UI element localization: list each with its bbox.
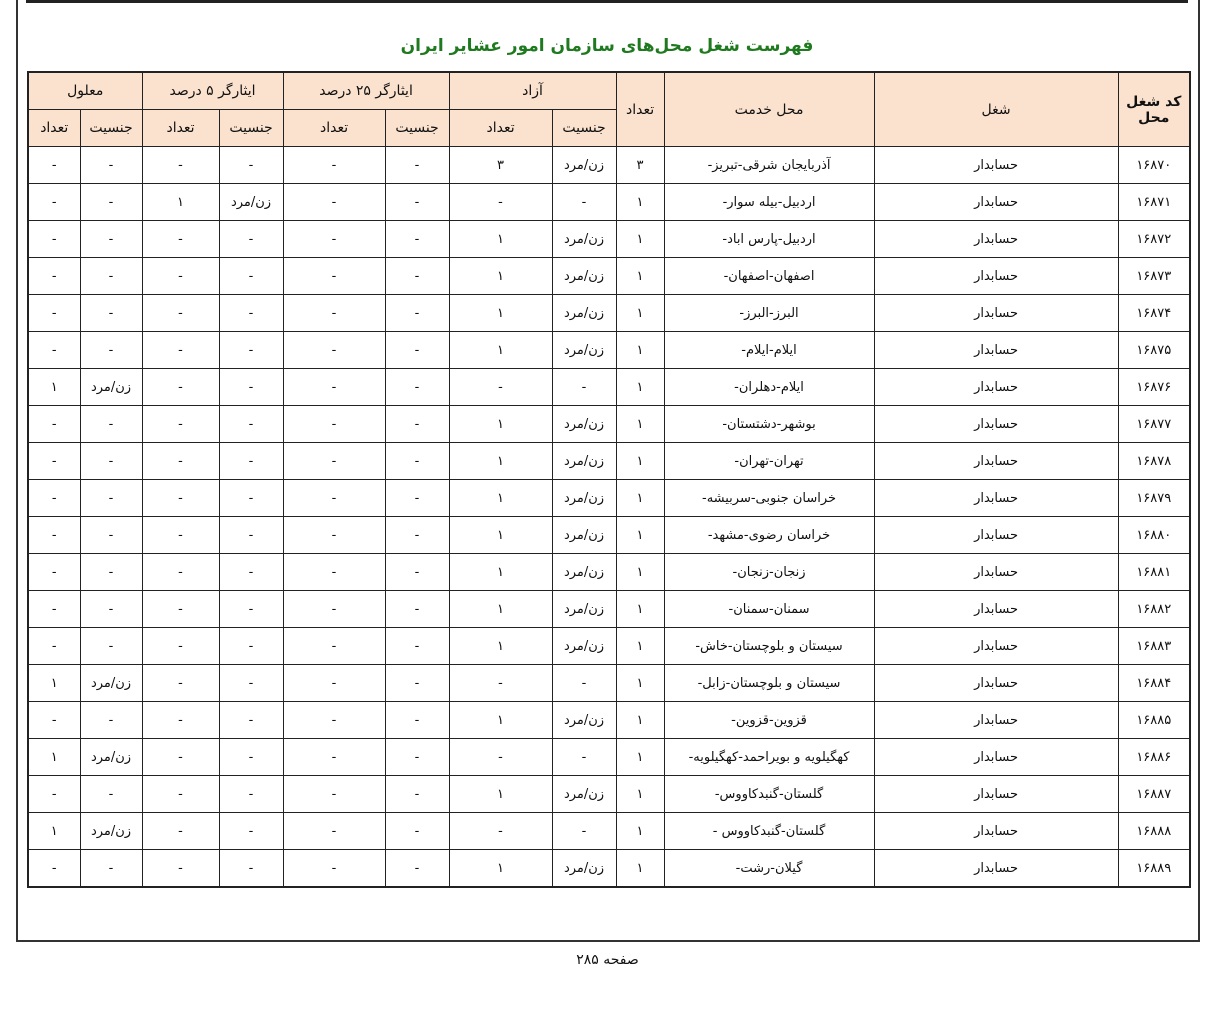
cell-isargar5-num: - xyxy=(142,665,219,702)
cell-job: حسابدار xyxy=(874,850,1118,888)
cell-maloul-gender: زن/مرد xyxy=(80,665,142,702)
cell-isargar25-num: - xyxy=(283,628,385,665)
cell-isargar5-gender: - xyxy=(219,702,283,739)
cell-isargar5-gender: - xyxy=(219,665,283,702)
cell-isargar25-num: - xyxy=(283,813,385,850)
cell-isargar5-num: - xyxy=(142,813,219,850)
cell-job: حسابدار xyxy=(874,591,1118,628)
cell-maloul-gender: - xyxy=(80,184,142,221)
cell-isargar5-gender: - xyxy=(219,739,283,776)
cell-count: ۱ xyxy=(616,184,664,221)
cell-isargar5-num: - xyxy=(142,295,219,332)
cell-place: کهگیلویه و بویراحمد-کهگیلویه- xyxy=(664,739,874,776)
cell-isargar5-gender: - xyxy=(219,406,283,443)
cell-code: ۱۶۸۸۴ xyxy=(1118,665,1190,702)
cell-isargar25-num: - xyxy=(283,369,385,406)
cell-job: حسابدار xyxy=(874,332,1118,369)
cell-isargar25-gender: - xyxy=(385,628,449,665)
cell-maloul-gender: - xyxy=(80,258,142,295)
cell-maloul-gender: - xyxy=(80,480,142,517)
cell-count: ۱ xyxy=(616,813,664,850)
cell-isargar5-gender: - xyxy=(219,147,283,184)
cell-maloul-num: - xyxy=(28,147,80,184)
cell-azad-gender: زن/مرد xyxy=(552,702,616,739)
cell-azad-gender: زن/مرد xyxy=(552,258,616,295)
cell-place: سیستان و بلوچستان-زابل- xyxy=(664,665,874,702)
cell-azad-gender: زن/مرد xyxy=(552,554,616,591)
cell-isargar25-gender: - xyxy=(385,443,449,480)
cell-azad-num: ۱ xyxy=(449,554,552,591)
cell-maloul-num: ۱ xyxy=(28,665,80,702)
cell-isargar25-num: - xyxy=(283,443,385,480)
cell-azad-num: ۱ xyxy=(449,480,552,517)
cell-maloul-gender: - xyxy=(80,850,142,888)
cell-isargar5-num: - xyxy=(142,554,219,591)
cell-isargar25-gender: - xyxy=(385,665,449,702)
table-row xyxy=(28,739,1190,776)
cell-place: سیستان و بلوچستان-خاش- xyxy=(664,628,874,665)
table-row xyxy=(28,480,1190,517)
cell-count: ۱ xyxy=(616,702,664,739)
cell-code: ۱۶۸۷۱ xyxy=(1118,184,1190,221)
cell-maloul-num: ۱ xyxy=(28,813,80,850)
cell-place: ایلام-ایلام- xyxy=(664,332,874,369)
cell-code: ۱۶۸۸۱ xyxy=(1118,554,1190,591)
cell-isargar25-gender: - xyxy=(385,850,449,888)
cell-azad-gender: زن/مرد xyxy=(552,480,616,517)
cell-azad-num: - xyxy=(449,665,552,702)
cell-place: ایلام-دهلران- xyxy=(664,369,874,406)
table-body xyxy=(28,147,1190,888)
cell-job: حسابدار xyxy=(874,517,1118,554)
jobs-table xyxy=(27,71,1191,888)
table-row xyxy=(28,147,1190,184)
cell-azad-gender: - xyxy=(552,813,616,850)
cell-maloul-gender: - xyxy=(80,332,142,369)
cell-maloul-num: - xyxy=(28,332,80,369)
cell-maloul-gender: زن/مرد xyxy=(80,813,142,850)
cell-job: حسابدار xyxy=(874,776,1118,813)
cell-maloul-num: - xyxy=(28,776,80,813)
cell-isargar5-gender: - xyxy=(219,591,283,628)
cell-isargar5-gender: - xyxy=(219,369,283,406)
cell-isargar5-gender: - xyxy=(219,258,283,295)
cell-isargar25-gender: - xyxy=(385,480,449,517)
cell-isargar5-num: - xyxy=(142,443,219,480)
cell-count: ۱ xyxy=(616,332,664,369)
cell-isargar5-num: - xyxy=(142,480,219,517)
cell-isargar25-num: - xyxy=(283,406,385,443)
cell-place: البرز-البرز- xyxy=(664,295,874,332)
cell-count: ۱ xyxy=(616,406,664,443)
cell-code: ۱۶۸۸۵ xyxy=(1118,702,1190,739)
cell-count: ۳ xyxy=(616,147,664,184)
subheader-num: تعداد xyxy=(142,110,219,147)
cell-count: ۱ xyxy=(616,258,664,295)
cell-isargar25-gender: - xyxy=(385,776,449,813)
cell-maloul-gender: - xyxy=(80,406,142,443)
cell-azad-num: ۱ xyxy=(449,406,552,443)
subheader-gender: جنسیت xyxy=(219,110,283,147)
cell-code: ۱۶۸۸۰ xyxy=(1118,517,1190,554)
cell-azad-gender: زن/مرد xyxy=(552,406,616,443)
page-title: فهرست شغل محل‌های سازمان امور عشایر ایران xyxy=(400,36,814,56)
cell-azad-gender: زن/مرد xyxy=(552,850,616,888)
table-row xyxy=(28,332,1190,369)
table-row xyxy=(28,665,1190,702)
header-maloul: معلول xyxy=(28,72,142,110)
cell-maloul-num: - xyxy=(28,702,80,739)
cell-code: ۱۶۸۸۳ xyxy=(1118,628,1190,665)
cell-azad-num: ۱ xyxy=(449,702,552,739)
cell-azad-num: ۱ xyxy=(449,776,552,813)
cell-azad-gender: زن/مرد xyxy=(552,517,616,554)
cell-place: اردبیل-پارس اباد- xyxy=(664,221,874,258)
cell-maloul-gender: - xyxy=(80,221,142,258)
cell-code: ۱۶۸۸۲ xyxy=(1118,591,1190,628)
cell-code: ۱۶۸۷۸ xyxy=(1118,443,1190,480)
cell-isargar25-num: - xyxy=(283,776,385,813)
cell-maloul-num: - xyxy=(28,628,80,665)
table-row xyxy=(28,295,1190,332)
header-isargar25: ایثارگر ۲۵ درصد xyxy=(283,72,449,110)
cell-azad-num: ۳ xyxy=(449,147,552,184)
header-count: تعداد xyxy=(616,72,664,147)
cell-isargar25-gender: - xyxy=(385,739,449,776)
cell-place: گلستان-گنبدکاووس - xyxy=(664,813,874,850)
cell-count: ۱ xyxy=(616,776,664,813)
cell-place: بوشهر-دشتستان- xyxy=(664,406,874,443)
cell-count: ۱ xyxy=(616,850,664,888)
cell-job: حسابدار xyxy=(874,739,1118,776)
cell-maloul-gender: - xyxy=(80,147,142,184)
table-row xyxy=(28,369,1190,406)
cell-code: ۱۶۸۸۸ xyxy=(1118,813,1190,850)
cell-isargar25-gender: - xyxy=(385,406,449,443)
cell-code: ۱۶۸۷۴ xyxy=(1118,295,1190,332)
cell-isargar5-gender: - xyxy=(219,776,283,813)
cell-maloul-num: - xyxy=(28,517,80,554)
cell-azad-gender: زن/مرد xyxy=(552,591,616,628)
subheader-num: تعداد xyxy=(28,110,80,147)
cell-isargar5-num: - xyxy=(142,739,219,776)
cell-isargar5-num: - xyxy=(142,221,219,258)
cell-count: ۱ xyxy=(616,443,664,480)
cell-isargar25-gender: - xyxy=(385,258,449,295)
cell-maloul-gender: زن/مرد xyxy=(80,369,142,406)
cell-azad-gender: زن/مرد xyxy=(552,443,616,480)
cell-isargar5-num: - xyxy=(142,628,219,665)
cell-isargar25-gender: - xyxy=(385,591,449,628)
cell-code: ۱۶۸۸۷ xyxy=(1118,776,1190,813)
cell-isargar5-gender: - xyxy=(219,554,283,591)
cell-maloul-num: - xyxy=(28,184,80,221)
cell-isargar25-gender: - xyxy=(385,295,449,332)
table-row xyxy=(28,702,1190,739)
cell-maloul-num: ۱ xyxy=(28,739,80,776)
cell-isargar5-gender: - xyxy=(219,332,283,369)
cell-count: ۱ xyxy=(616,665,664,702)
cell-isargar25-num: - xyxy=(283,591,385,628)
cell-job: حسابدار xyxy=(874,406,1118,443)
header-azad: آزاد xyxy=(449,72,616,110)
cell-count: ۱ xyxy=(616,517,664,554)
cell-isargar5-gender: - xyxy=(219,813,283,850)
cell-isargar25-gender: - xyxy=(385,813,449,850)
cell-isargar25-num: - xyxy=(283,480,385,517)
table-row xyxy=(28,517,1190,554)
cell-job: حسابدار xyxy=(874,480,1118,517)
cell-azad-gender: - xyxy=(552,665,616,702)
table-row xyxy=(28,776,1190,813)
cell-isargar5-num: - xyxy=(142,591,219,628)
cell-isargar25-num: - xyxy=(283,850,385,888)
subheader-gender: جنسیت xyxy=(552,110,616,147)
cell-isargar5-gender: - xyxy=(219,221,283,258)
cell-maloul-gender: - xyxy=(80,517,142,554)
cell-code: ۱۶۸۷۰ xyxy=(1118,147,1190,184)
cell-count: ۱ xyxy=(616,221,664,258)
cell-isargar5-num: - xyxy=(142,406,219,443)
cell-isargar25-num: - xyxy=(283,739,385,776)
cell-place: اردبیل-بیله سوار- xyxy=(664,184,874,221)
cell-job: حسابدار xyxy=(874,258,1118,295)
cell-code: ۱۶۸۷۶ xyxy=(1118,369,1190,406)
table-row xyxy=(28,813,1190,850)
cell-isargar25-num: - xyxy=(283,702,385,739)
cell-isargar25-num: - xyxy=(283,184,385,221)
cell-code: ۱۶۸۸۹ xyxy=(1118,850,1190,888)
header-code: کد شغل محل xyxy=(1118,72,1190,147)
cell-azad-gender: - xyxy=(552,184,616,221)
cell-count: ۱ xyxy=(616,591,664,628)
cell-azad-gender: زن/مرد xyxy=(552,628,616,665)
cell-azad-num: - xyxy=(449,184,552,221)
cell-job: حسابدار xyxy=(874,813,1118,850)
cell-isargar5-gender: زن/مرد xyxy=(219,184,283,221)
top-rule xyxy=(26,0,1188,3)
cell-azad-num: - xyxy=(449,739,552,776)
cell-code: ۱۶۸۷۹ xyxy=(1118,480,1190,517)
cell-isargar25-num: - xyxy=(283,147,385,184)
cell-isargar5-gender: - xyxy=(219,443,283,480)
cell-maloul-num: - xyxy=(28,258,80,295)
cell-place: قزوین-قزوین- xyxy=(664,702,874,739)
cell-maloul-num: - xyxy=(28,591,80,628)
cell-place: گیلان-رشت- xyxy=(664,850,874,888)
cell-count: ۱ xyxy=(616,480,664,517)
cell-place: آذربایجان شرقی-تبریز- xyxy=(664,147,874,184)
cell-job: حسابدار xyxy=(874,554,1118,591)
cell-isargar5-gender: - xyxy=(219,295,283,332)
cell-isargar5-num: - xyxy=(142,850,219,888)
cell-job: حسابدار xyxy=(874,369,1118,406)
cell-azad-num: ۱ xyxy=(449,295,552,332)
cell-place: زنجان-زنجان- xyxy=(664,554,874,591)
cell-maloul-gender: - xyxy=(80,554,142,591)
cell-azad-gender: زن/مرد xyxy=(552,221,616,258)
cell-maloul-num: - xyxy=(28,295,80,332)
cell-azad-num: ۱ xyxy=(449,258,552,295)
cell-isargar25-num: - xyxy=(283,258,385,295)
cell-maloul-gender: - xyxy=(80,702,142,739)
cell-count: ۱ xyxy=(616,739,664,776)
cell-isargar25-gender: - xyxy=(385,702,449,739)
subheader-num: تعداد xyxy=(283,110,385,147)
cell-isargar5-num: - xyxy=(142,702,219,739)
cell-code: ۱۶۸۸۶ xyxy=(1118,739,1190,776)
cell-isargar25-gender: - xyxy=(385,517,449,554)
cell-isargar5-gender: - xyxy=(219,628,283,665)
cell-maloul-gender: - xyxy=(80,776,142,813)
cell-maloul-num: - xyxy=(28,850,80,888)
cell-azad-gender: - xyxy=(552,369,616,406)
cell-maloul-gender: زن/مرد xyxy=(80,739,142,776)
cell-maloul-num: - xyxy=(28,480,80,517)
cell-azad-num: ۱ xyxy=(449,591,552,628)
cell-isargar5-num: ۱ xyxy=(142,184,219,221)
cell-azad-num: ۱ xyxy=(449,628,552,665)
cell-place: تهران-تهران- xyxy=(664,443,874,480)
cell-azad-num: ۱ xyxy=(449,517,552,554)
cell-maloul-num: ۱ xyxy=(28,369,80,406)
cell-place: اصفهان-اصفهان- xyxy=(664,258,874,295)
subheader-num: تعداد xyxy=(449,110,552,147)
header-place: محل خدمت xyxy=(664,72,874,147)
cell-isargar25-gender: - xyxy=(385,332,449,369)
cell-count: ۱ xyxy=(616,628,664,665)
cell-isargar25-gender: - xyxy=(385,147,449,184)
cell-azad-gender: زن/مرد xyxy=(552,295,616,332)
cell-maloul-gender: - xyxy=(80,443,142,480)
cell-isargar5-num: - xyxy=(142,332,219,369)
table-row xyxy=(28,850,1190,888)
cell-job: حسابدار xyxy=(874,184,1118,221)
cell-place: خراسان جنوبی-سربیشه- xyxy=(664,480,874,517)
cell-azad-num: - xyxy=(449,369,552,406)
cell-azad-gender: زن/مرد xyxy=(552,332,616,369)
cell-isargar25-num: - xyxy=(283,665,385,702)
subheader-gender: جنسیت xyxy=(80,110,142,147)
cell-azad-num: ۱ xyxy=(449,221,552,258)
cell-code: ۱۶۸۷۷ xyxy=(1118,406,1190,443)
cell-place: خراسان رضوی-مشهد- xyxy=(664,517,874,554)
cell-isargar5-gender: - xyxy=(219,517,283,554)
table-row xyxy=(28,591,1190,628)
cell-count: ۱ xyxy=(616,295,664,332)
cell-place: گلستان-گنبدکاووس- xyxy=(664,776,874,813)
cell-azad-gender: زن/مرد xyxy=(552,776,616,813)
cell-azad-gender: زن/مرد xyxy=(552,147,616,184)
table-row xyxy=(28,406,1190,443)
cell-isargar25-gender: - xyxy=(385,184,449,221)
cell-isargar5-num: - xyxy=(142,776,219,813)
table-row xyxy=(28,443,1190,480)
cell-job: حسابدار xyxy=(874,665,1118,702)
cell-job: حسابدار xyxy=(874,443,1118,480)
cell-isargar5-num: - xyxy=(142,258,219,295)
cell-isargar5-num: - xyxy=(142,147,219,184)
cell-job: حسابدار xyxy=(874,147,1118,184)
cell-maloul-gender: - xyxy=(80,591,142,628)
cell-maloul-num: - xyxy=(28,443,80,480)
table-row xyxy=(28,554,1190,591)
cell-maloul-gender: - xyxy=(80,295,142,332)
cell-azad-num: - xyxy=(449,813,552,850)
cell-azad-num: ۱ xyxy=(449,332,552,369)
cell-job: حسابدار xyxy=(874,295,1118,332)
table-row xyxy=(28,184,1190,221)
cell-azad-gender: - xyxy=(552,739,616,776)
cell-maloul-num: - xyxy=(28,554,80,591)
cell-isargar25-num: - xyxy=(283,295,385,332)
cell-job: حسابدار xyxy=(874,221,1118,258)
header-isargar5: ایثارگر ۵ درصد xyxy=(142,72,283,110)
cell-count: ۱ xyxy=(616,369,664,406)
table-row xyxy=(28,258,1190,295)
cell-isargar25-gender: - xyxy=(385,554,449,591)
cell-job: حسابدار xyxy=(874,702,1118,739)
page-number: صفحه ۲۸۵ xyxy=(576,952,639,968)
cell-isargar25-gender: - xyxy=(385,369,449,406)
table-row xyxy=(28,221,1190,258)
table-row xyxy=(28,628,1190,665)
cell-maloul-gender: - xyxy=(80,628,142,665)
cell-code: ۱۶۸۷۳ xyxy=(1118,258,1190,295)
cell-isargar5-num: - xyxy=(142,517,219,554)
cell-isargar5-gender: - xyxy=(219,850,283,888)
cell-azad-num: ۱ xyxy=(449,443,552,480)
cell-isargar25-gender: - xyxy=(385,221,449,258)
cell-place: سمنان-سمنان- xyxy=(664,591,874,628)
cell-isargar25-num: - xyxy=(283,221,385,258)
cell-isargar25-num: - xyxy=(283,332,385,369)
header-job: شغل xyxy=(874,72,1118,147)
cell-code: ۱۶۸۷۵ xyxy=(1118,332,1190,369)
cell-maloul-num: - xyxy=(28,406,80,443)
cell-isargar5-gender: - xyxy=(219,480,283,517)
cell-count: ۱ xyxy=(616,554,664,591)
subheader-gender: جنسیت xyxy=(385,110,449,147)
cell-azad-num: ۱ xyxy=(449,850,552,888)
cell-job: حسابدار xyxy=(874,628,1118,665)
cell-code: ۱۶۸۷۲ xyxy=(1118,221,1190,258)
cell-isargar25-num: - xyxy=(283,554,385,591)
cell-maloul-num: - xyxy=(28,221,80,258)
cell-isargar5-num: - xyxy=(142,369,219,406)
cell-isargar25-num: - xyxy=(283,517,385,554)
